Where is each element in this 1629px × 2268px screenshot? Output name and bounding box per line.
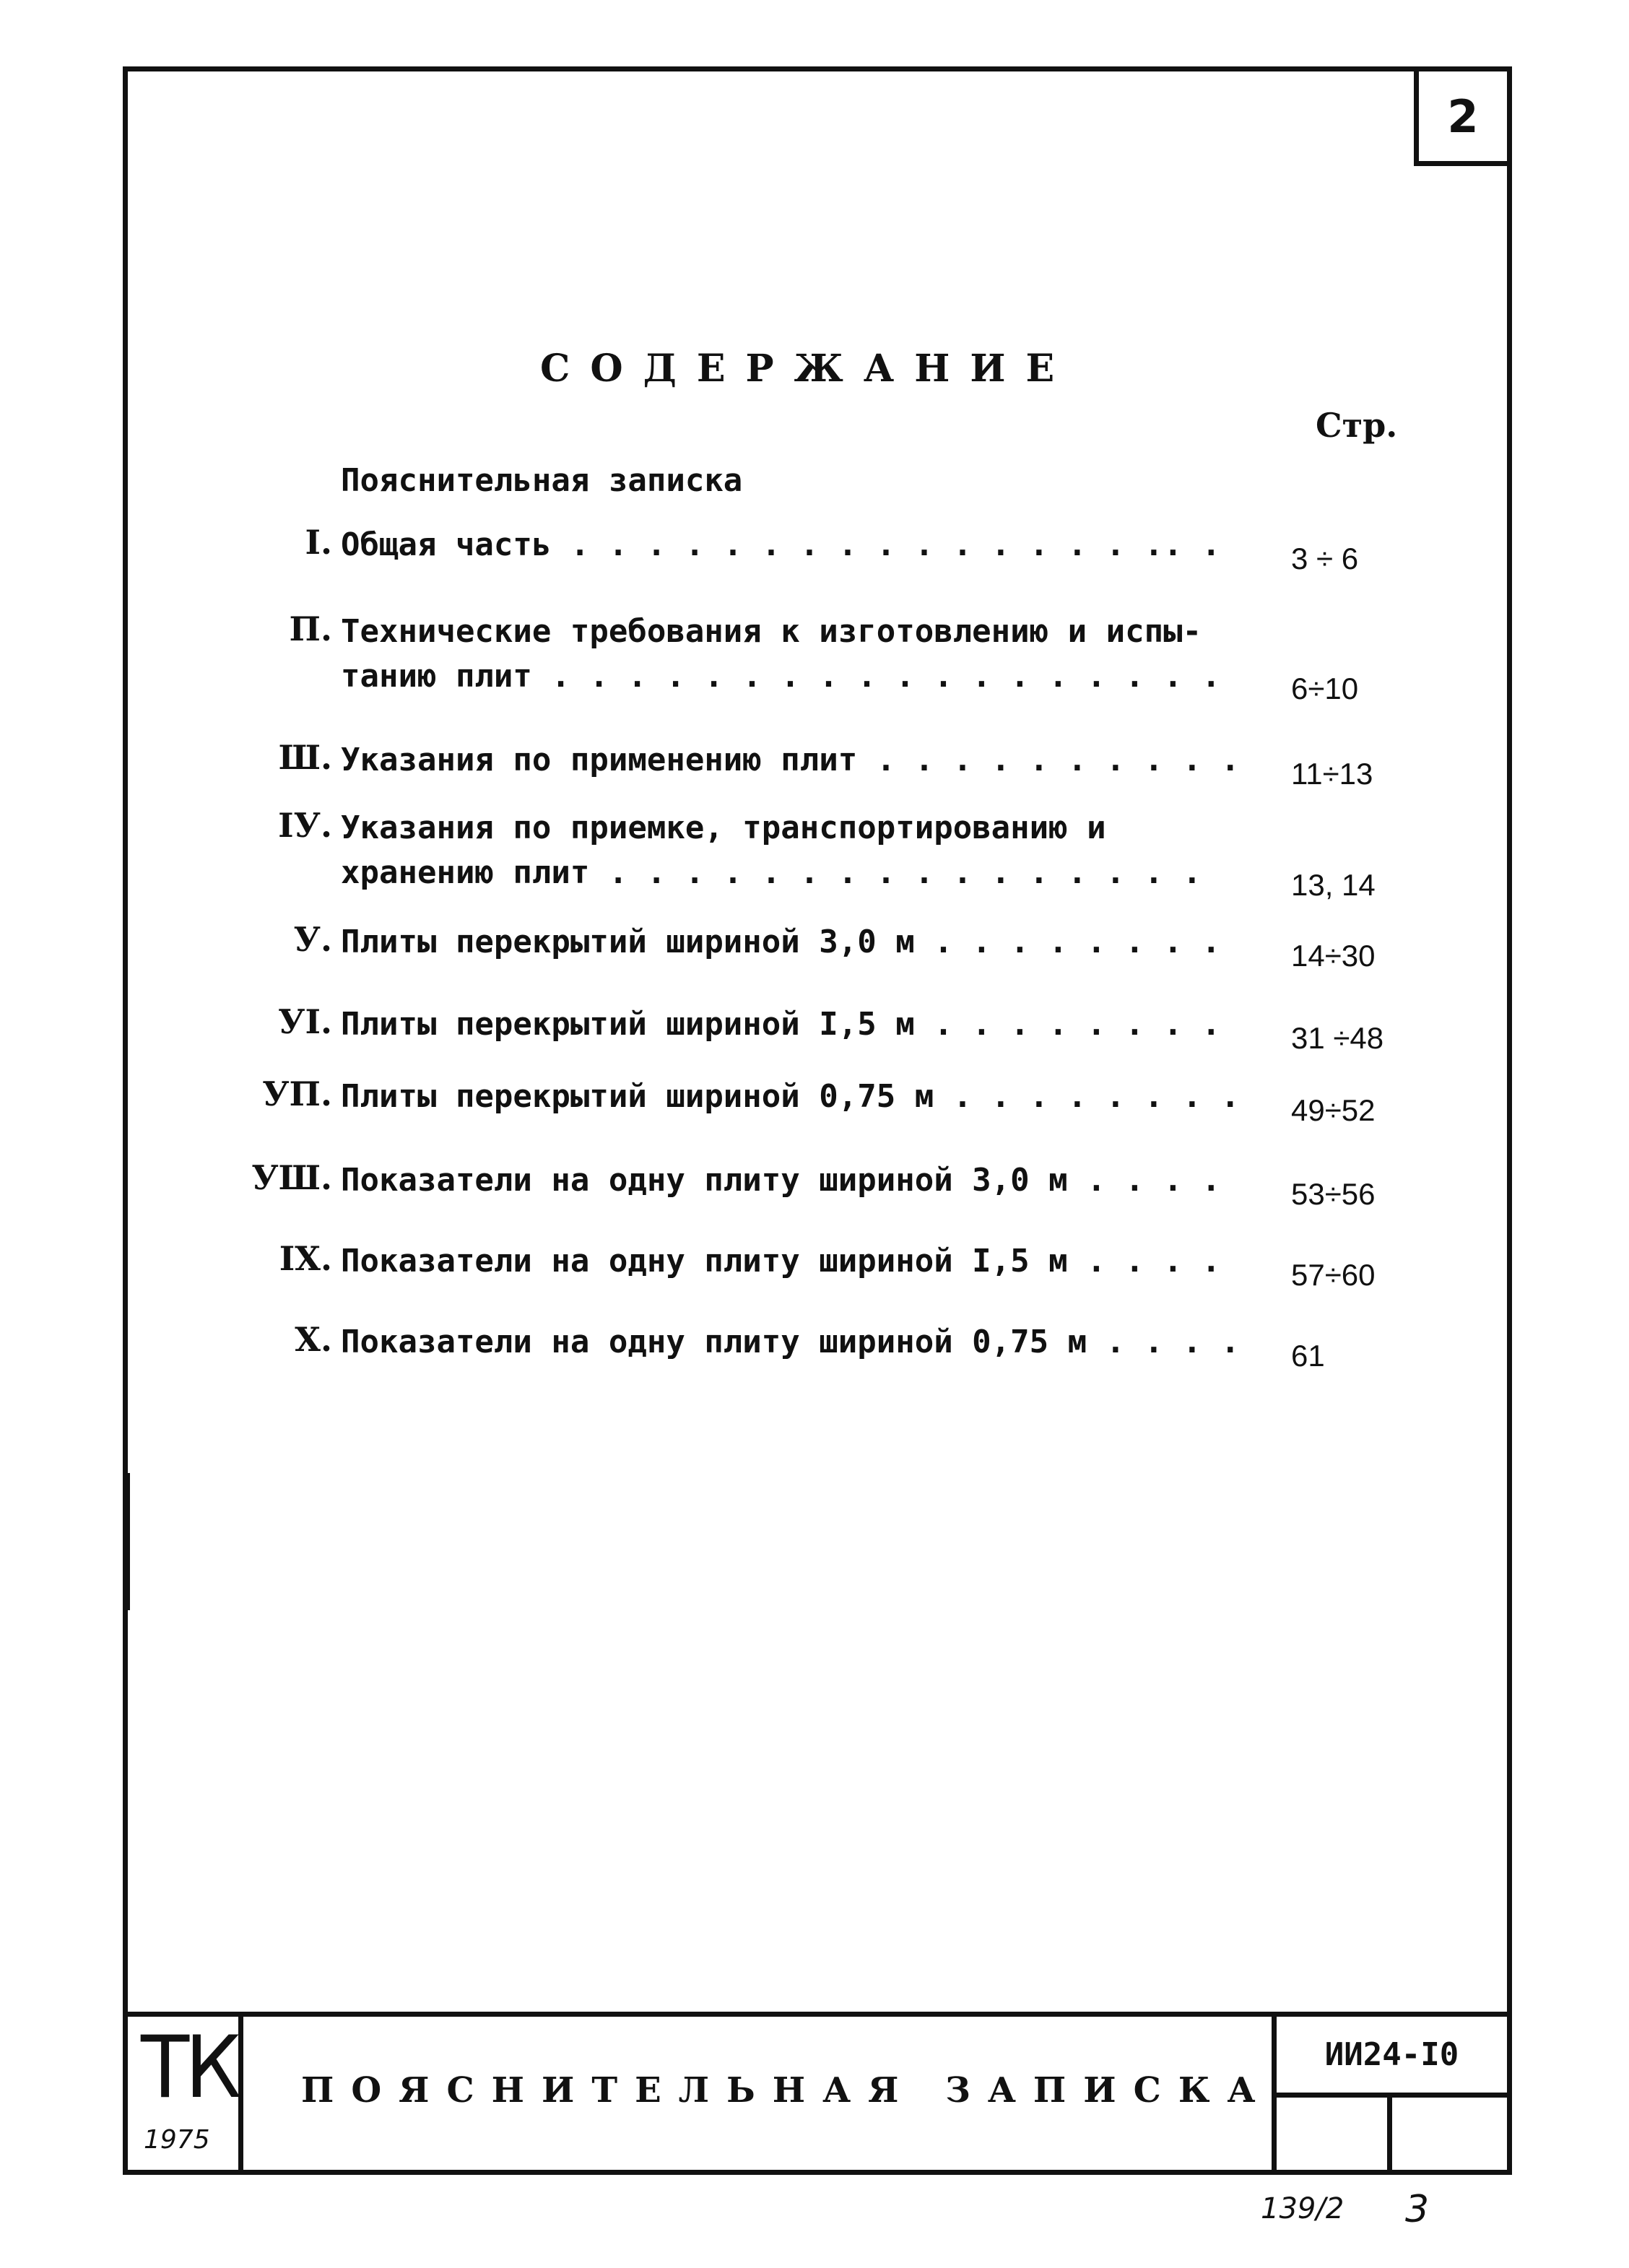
toc-entry-number: УШ.: [251, 1158, 332, 1197]
stamp-year: 1975: [144, 2125, 210, 2155]
toc-entry-number: П.: [289, 609, 332, 648]
toc-entry-text-continued: танию плит . . . . . . . . . . . . . . . . . .: [341, 658, 1221, 695]
toc-entry-text: Показатели на одну плиту шириной 3,0 м . . . .: [341, 1162, 1221, 1199]
toc-entry-pages: 57÷60: [1291, 1258, 1376, 1292]
toc-entry: [0, 609, 1629, 705]
toc-entry: [0, 806, 1629, 902]
title-block: [123, 2012, 1512, 2175]
toc-entry: [0, 738, 1629, 791]
toc-subheading: Пояснительная записка: [341, 462, 743, 499]
sheet-number-box: [1414, 66, 1512, 166]
toc-entry-pages: 49÷52: [1291, 1093, 1376, 1127]
toc-entry: [0, 1074, 1629, 1127]
toc-entry-pages: 11÷13: [1291, 757, 1373, 791]
empty-cell: [1277, 2098, 1392, 2170]
toc-entry-number: X.: [295, 1320, 332, 1359]
toc-entry-text-continued: хранению плит . . . . . . . . . . . . . . . .: [341, 854, 1202, 891]
toc-entry-pages: 14÷30: [1291, 939, 1376, 973]
toc-title: СОДЕРЖАНИЕ: [540, 347, 1075, 391]
footer-page-number: 3: [1405, 2188, 1430, 2231]
toc-entry-pages: 61: [1291, 1339, 1325, 1373]
toc-entry-pages: 31 ÷48: [1291, 1021, 1384, 1055]
toc-entry-number: Ш.: [278, 738, 332, 777]
stamp-cell: [128, 2017, 243, 2170]
toc-entry-number: У.: [293, 920, 332, 959]
toc-entry-text: Указания по применению плит . . . . . . . . . .: [341, 742, 1241, 778]
toc-entry-number: IX.: [279, 1239, 332, 1278]
toc-entry-text: Указания по приемке, транспортированию и: [341, 809, 1106, 846]
toc-entry: [0, 920, 1629, 973]
toc-entry-text: Плиты перекрытий шириной 3,0 м . . . . . . . .: [341, 924, 1221, 960]
toc-entry: [0, 1002, 1629, 1055]
margin-line: [124, 1473, 130, 1610]
toc-entry-text: Плиты перекрытий шириной I,5 м . . . . . . . .: [341, 1006, 1221, 1043]
toc-entry-number: УП.: [262, 1074, 332, 1113]
organization-logo: ТК: [141, 2017, 238, 2118]
toc-entry-number: УI.: [278, 1002, 332, 1041]
toc-entry: [0, 523, 1629, 575]
document-code-cell: [1272, 2017, 1507, 2170]
document-title: ПОЯСНИТЕЛЬНАЯ ЗАПИСКА: [301, 2070, 1273, 2111]
toc-entry-pages: 13, 14: [1291, 868, 1376, 902]
toc-entry-pages: 6÷10: [1291, 672, 1359, 705]
toc-entry: [0, 1239, 1629, 1292]
toc-entry-text: Технические требования к изготовлению и испы-: [341, 613, 1202, 650]
toc-entry-pages: 53÷56: [1291, 1177, 1376, 1211]
toc-entry-text: Общая часть . . . . . . . . . . . . . . . .. .: [341, 526, 1221, 563]
document-code: ИИ24-I0: [1277, 2017, 1507, 2098]
toc-entry-pages: 3 ÷ 6: [1291, 542, 1359, 575]
toc-entry-text: Показатели на одну плиту шириной 0,75 м . . . .: [341, 1324, 1241, 1360]
toc-entry-number: I.: [305, 523, 332, 562]
toc-entry-text: Показатели на одну плиту шириной I,5 м . . . .: [341, 1243, 1221, 1279]
archive-reference: 139/2: [1261, 2192, 1345, 2225]
toc-entry-number: IУ.: [278, 806, 332, 845]
page-column-header: Стр.: [1316, 406, 1398, 445]
toc-entry: [0, 1158, 1629, 1211]
toc-entry-text: Плиты перекрытий шириной 0,75 м . . . . . . . .: [341, 1078, 1241, 1115]
sheet-number: 2: [1447, 90, 1479, 143]
toc-entry: [0, 1320, 1629, 1373]
